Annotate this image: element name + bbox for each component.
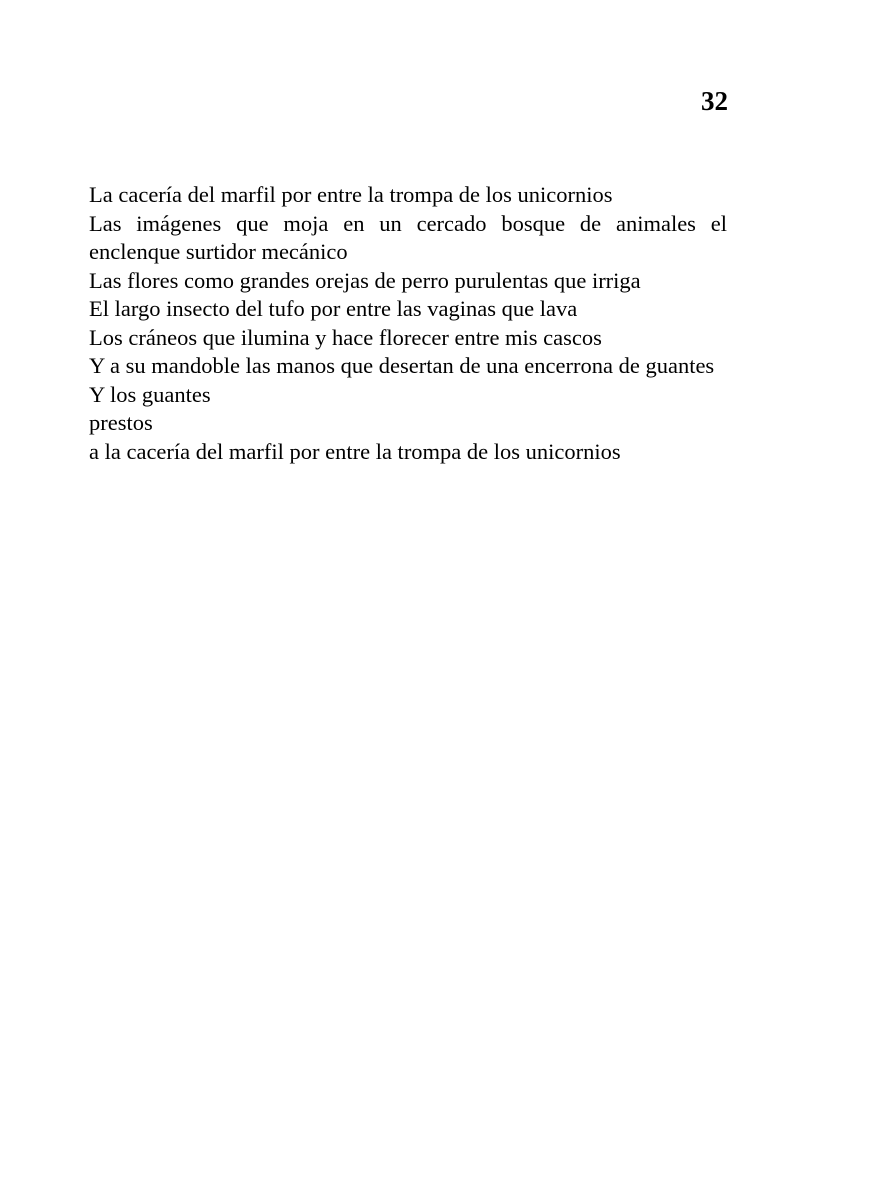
poem-line-6: Y a su mandoble las manos que desertan de una encerrona de guantes — [89, 353, 715, 378]
poem-line-2: Las imágenes que moja en un cercado bosque de animales el enclenque surtidor mecánico — [89, 210, 727, 264]
poem-line-4: El largo insecto del tufo por entre las vaginas que lava — [89, 296, 578, 321]
page-number: 32 — [701, 86, 728, 116]
poem-line-8: prestos — [89, 410, 153, 435]
poem-body — [89, 181, 727, 466]
poem-line-9: a la cacería del marfil por entre la trompa de los unicornios — [89, 438, 621, 464]
poem-line-1: La cacería del marfil por entre la trompa de los unicornios — [89, 182, 613, 207]
poem-line-3: Las flores como grandes orejas de perro purulentas que irriga — [89, 267, 641, 293]
poem-line-7: Y los guantes — [89, 381, 211, 407]
poem-line-5: Los cráneos que ilumina y hace florecer entre mis cascos — [89, 324, 602, 350]
